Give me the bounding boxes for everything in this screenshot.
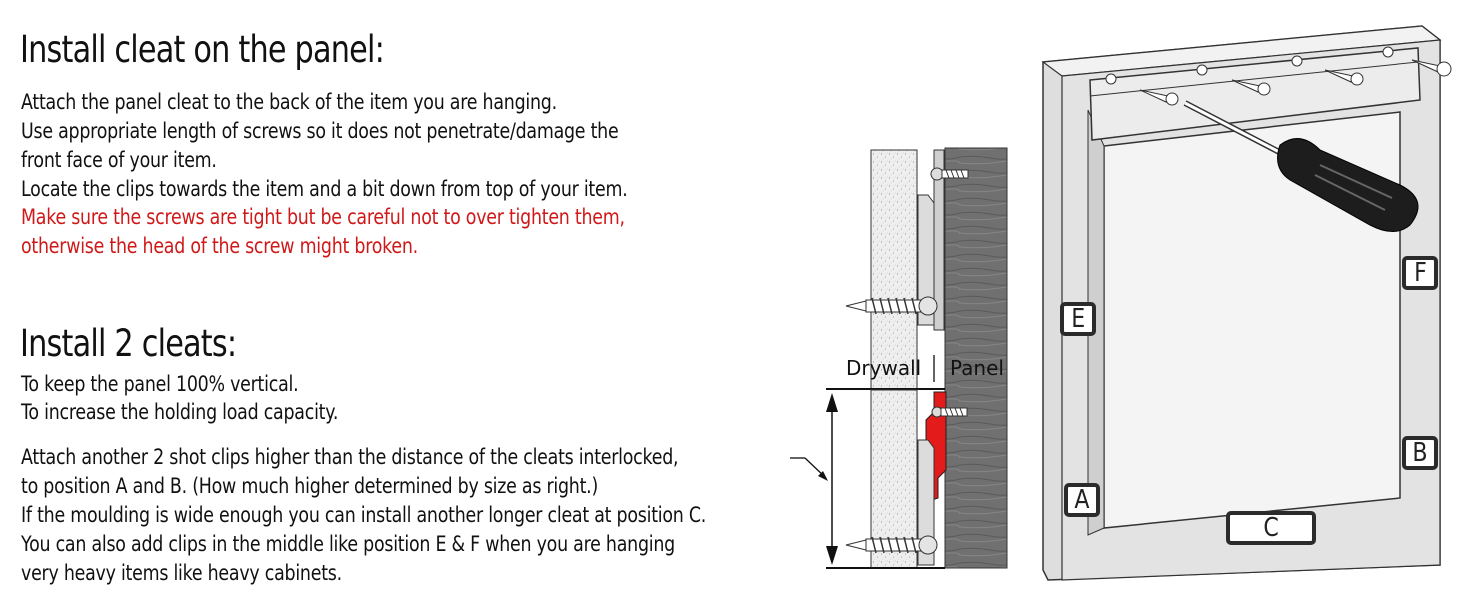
position-f-label: F	[1402, 256, 1438, 290]
screw-icon	[846, 297, 937, 315]
section1-title: Install cleat on the panel:	[20, 28, 385, 71]
screw-icon	[931, 168, 968, 180]
position-e-label: E	[1060, 302, 1096, 336]
detail-line: You can also add clips in the middle like position E & F when you are hanging	[21, 532, 675, 556]
instruction-line: Locate the clips towards the item and a bit down from top of your item.	[21, 177, 628, 201]
detail-line: Attach another 2 shot clips higher than the distance of the cleats interlocked,	[21, 445, 679, 469]
instruction-line: front face of your item.	[21, 148, 217, 172]
frame-diagram	[1043, 26, 1451, 580]
cross-section-diagram	[826, 148, 1007, 568]
warning-line: Make sure the screws are tight but be careful not to over tighten them,	[21, 205, 625, 229]
leader-arrow	[790, 458, 828, 481]
screw-icon	[846, 536, 937, 554]
position-c-label: C	[1226, 511, 1316, 545]
warning-line: otherwise the head of the screw might broken.	[21, 234, 418, 258]
dimension-arrow	[826, 393, 838, 565]
detail-line: If the moulding is wide enough you can install another longer cleat at position C.	[21, 503, 707, 527]
detail-line: very heavy items like heavy cabinets.	[21, 561, 342, 585]
section2-title: Install 2 cleats:	[20, 322, 237, 365]
position-b-label: B	[1402, 436, 1438, 470]
screw-icon	[932, 407, 967, 417]
instruction-line: Use appropriate length of screws so it does not penetrate/damage the	[21, 119, 619, 143]
drywall-label: Drywall	[846, 356, 922, 380]
position-a-label: A	[1064, 483, 1100, 517]
reason-line: To increase the holding load capacity.	[21, 400, 339, 424]
instruction-line: Attach the panel cleat to the back of the item you are hanging.	[21, 90, 557, 114]
panel-label: Panel	[950, 356, 1004, 380]
reason-line: To keep the panel 100% vertical.	[21, 372, 299, 396]
detail-line: to position A and B. (How much higher determined by size as right.)	[21, 474, 599, 498]
